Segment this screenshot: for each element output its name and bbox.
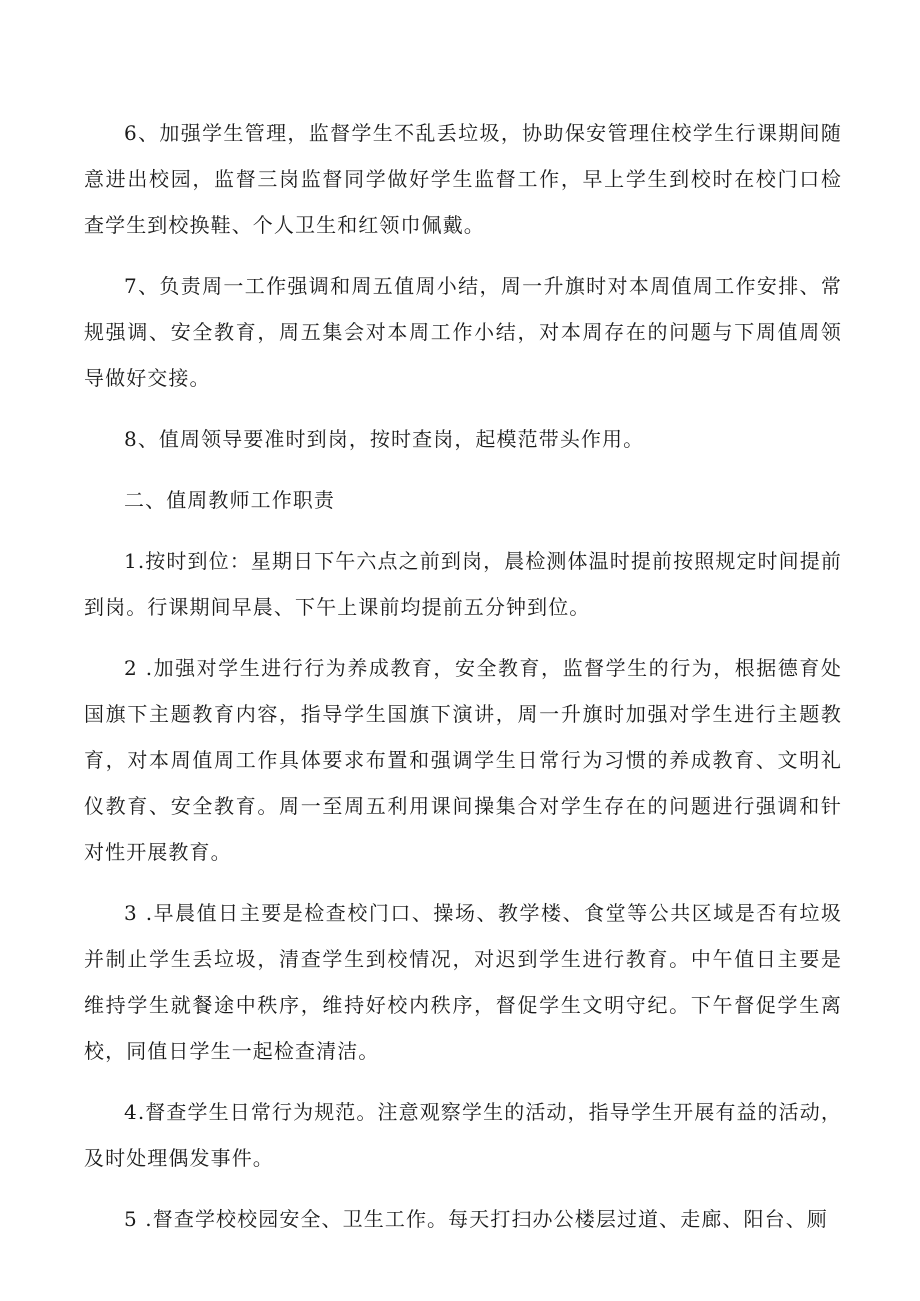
paragraph-1-arrive-on-time: 1.按时到位：星期日下午六点之前到岗，晨检测体温时提前按照规定时间提前到岗。行课期间早晨、下午上课前均提前五分钟到位。: [84, 549, 842, 619]
section-heading-teacher-duties: 二、值周教师工作职责: [124, 488, 335, 512]
paragraph-6-student-management: 6、加强学生管理，监督学生不乱丢垃圾，协助保安管理住校学生行课期间随意进出校园，监督三岗监督同学做好学生监督工作，早上学生到校时在校门口检查学生到校换鞋、个人卫生和红领巾佩戴。: [84, 121, 842, 237]
paragraph-2-behavior-education: 2 .加强对学生进行行为养成教育，安全教育，监督学生的行为，根据德育处国旗下主题教育内容，指导学生国旗下演讲，周一升旗时加强对学生进行主题教育，对本周值周工作具体要求布置和强调学生日常行为习惯的养成教育、文明礼仪教育、安全教育。周一至周五利用课间操集合对学生存在的问题进行强调和针对性开展教育。: [84, 656, 842, 864]
paragraph-7-weekly-summary: 7、负责周一工作强调和周五值周小结，周一升旗时对本周值周工作安排、常规强调、安全教育，周五集会对本周工作小结，对本周存在的问题与下周值周领导做好交接。: [84, 274, 842, 390]
paragraph-8-leader-on-time: 8、值周领导要准时到岗，按时查岗，起模范带头作用。: [124, 427, 645, 451]
paragraph-4-behavior-supervision: 4.督查学生日常行为规范。注意观察学生的活动，指导学生开展有益的活动，及时处理偶发事件。: [84, 1100, 842, 1170]
paragraph-5-campus-safety: 5 .督查学校校园安全、卫生工作。每天打扫办公楼层过道、走廊、阳台、厕: [124, 1207, 828, 1231]
paragraph-3-daily-duty: 3 .早晨值日主要是检查校门口、操场、教学楼、食堂等公共区域是否有垃圾并制止学生丢垃圾，清查学生到校情况，对迟到学生进行教育。中午值日主要是维持学生就餐途中秩序，维持好校内秩序，督促学生文明守纪。下午督促学生离校，同值日学生一起检查清洁。: [84, 901, 842, 1063]
